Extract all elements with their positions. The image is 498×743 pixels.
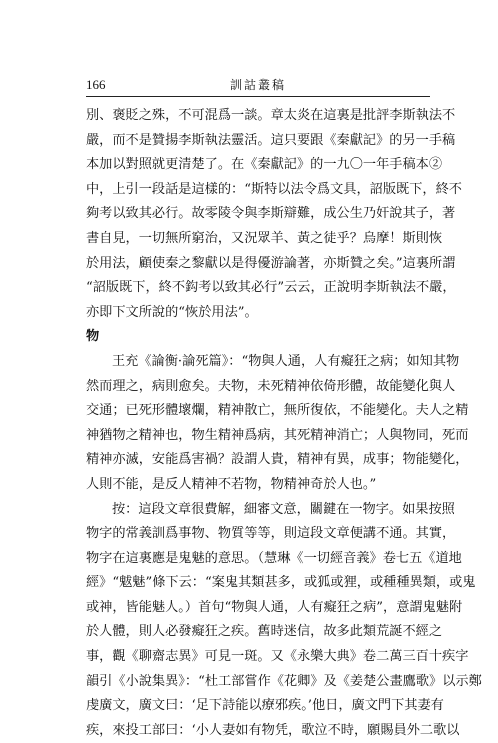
text-line: 人則不能，是反人精神不若物，物精神奇於人也。” xyxy=(86,476,377,492)
text-line: 虔廣文，廣文曰：‘足下詩能以療邪疾。’他日，廣文門下其妻有 xyxy=(86,698,444,714)
text-line: 亦即下文所說的“恢於用法”。 xyxy=(86,304,258,320)
text-line: 神猶物之精神也，物生精神爲病，其死精神消亡；人與物同，死而 xyxy=(86,427,469,443)
text-line: 書自見，一切無所窮治，又況眾羊、黃之徒乎？烏摩！斯則恢 xyxy=(86,230,443,246)
text-line: 物字的常義訓爲事物、物質等等，則這段文章便講不通。其實， xyxy=(86,526,456,542)
page-number: 166 xyxy=(86,77,106,92)
text-line: 於用法，顧使秦之黎獻以是得優游論著，亦斯贊之矣。”這裏所謂 xyxy=(86,255,456,271)
text-line: 交通；已死形體壞爛，精神散亡，無所復依，不能變化。夫人之精 xyxy=(86,403,469,419)
text-line: 疾，來投工部曰：‘小人妻如有物凭，歌泣不時，願賜員外二歌以 xyxy=(86,722,460,738)
text-line: 然而理之，病則愈矣。夫物，未死精神依倚形體，故能變化與人 xyxy=(86,378,456,394)
text-line: 本加以對照就更清楚了。在《秦獻記》的一九〇一年手稿本② xyxy=(86,157,443,173)
body-text xyxy=(86,104,482,743)
text-line: “詔版既下，終不鈎考以致其必行”云云，正說明李斯執法不嚴， xyxy=(86,280,456,296)
text-line: 別、褒貶之殊，不可混爲一談。章太炎在這裏是批評李斯執法不 xyxy=(86,108,456,123)
text-line: 或神，皆能魅人。）首句“物與人通，人有癡狂之病”，意謂鬼魅附 xyxy=(86,599,463,615)
text-line: 精神亦滅，安能爲害禍？設謂人貴，精神有異，成事；物能變化， xyxy=(86,452,469,468)
page-header xyxy=(86,76,430,94)
text-line: 事，觀《聊齋志異》可見一斑。又《永樂大典》卷二萬三百十疾字 xyxy=(86,649,469,665)
text-line: 物字在這裏應是鬼魅的意思。（慧琳《一切經音義》卷七五《道地 xyxy=(86,550,462,566)
section-heading: 物 xyxy=(86,329,100,345)
text-line: 王充《論衡·論死篇》：“物與人通，人有癡狂之病；如知其物 xyxy=(112,353,460,369)
text-line: 夠考以致其必行。故零陵令與李斯辯難，成公生乃奸說其子，著 xyxy=(86,206,456,222)
text-line: 韻引《小說集異》：“杜工部嘗作《花卿》及《姜楚公畫鷹歌》以示鄭 xyxy=(86,673,482,689)
text-line: 經》“魃魅”條下云：“案鬼其類甚多，或狐或狸，或種種異類，或鬼 xyxy=(86,575,476,591)
text-line: 中，上引一段話是這樣的：“斯特以法令爲文具，詔版既下，終不 xyxy=(86,181,462,197)
running-title: 訓詁叢稿 xyxy=(229,78,286,92)
text-line: 嚴，而不是贊揚李斯執法靈活。這只要跟《秦獻記》的另一手稿 xyxy=(86,132,456,148)
text-line: 按：這段文章很費解，細審文意，關鍵在一物字。如果按照 xyxy=(112,501,455,517)
text-line: 於人體，則人必發癡狂之疾。舊時迷信，故多此類荒誕不經之 xyxy=(86,624,443,640)
header-rule xyxy=(86,96,430,97)
